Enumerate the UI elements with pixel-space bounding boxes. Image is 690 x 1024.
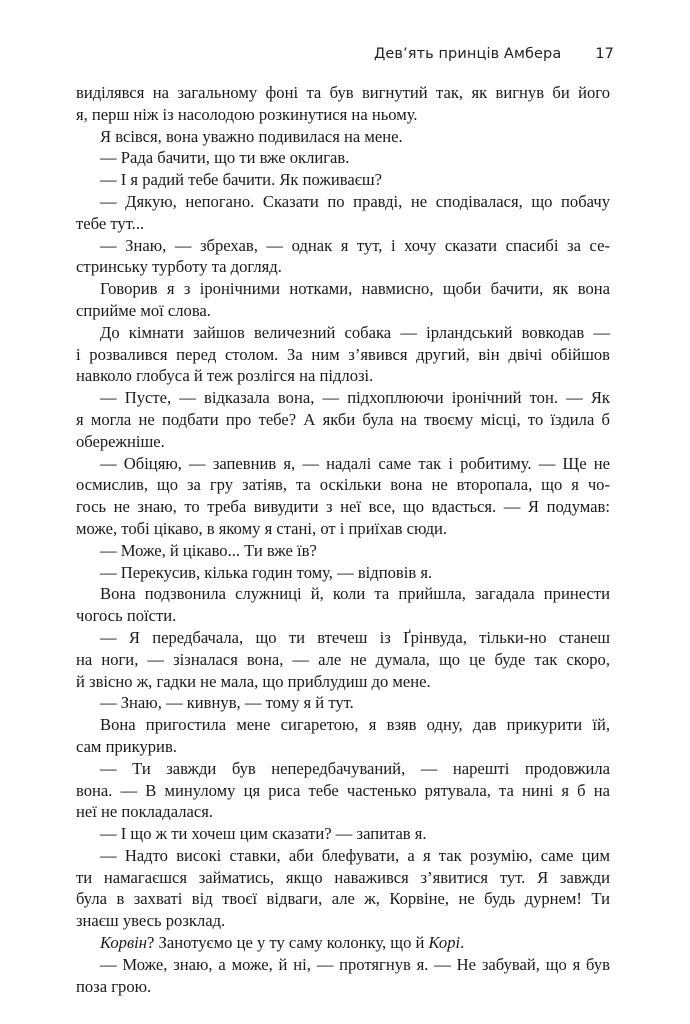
text-line: — І що ж ти хочеш цим сказати? — запитав я. (100, 824, 427, 844)
text-line: виділявся на загальному фоні та був вигнутий так, як вигнув би його (76, 83, 610, 102)
text-line: Вона пригостила мене сигаретою, я взяв одну, дав прикурити їй, (100, 715, 610, 735)
text-line: сам прикурив. (76, 736, 177, 756)
text-line: — І я радий тебе бачити. Як поживаєш? (100, 170, 382, 190)
book-title: Дев’ять принців Амбера (373, 46, 562, 62)
text-line: чогось поїсти. (76, 606, 177, 626)
text-line: неї не покладалася. (76, 802, 214, 822)
text-line: До кімнати зайшов величезний собака — ірландський вовкодав — (100, 322, 610, 342)
text-line: я могла не подбати про тебе? А якби була на твоєму місці, то їздила б (76, 409, 610, 429)
body-text (76, 82, 610, 997)
text-line: — Знаю, — кивнув, — тому я й тут. (100, 693, 354, 713)
italic-name: Корвін (100, 933, 148, 953)
text-line: Я всівся, вона уважно подивилася на мене. (100, 126, 403, 146)
text-line: Говорив я з іронічними нотками, навмисно, щоби бачити, як вона (100, 279, 610, 299)
text-line: гось не знаю, то треба вивудити з неї все, що вдасться. — Я подумав: (76, 497, 610, 517)
text-line: осмислив, що за гру затіяв, та оскільки вона не второпала, що я чо- (76, 475, 610, 495)
text-line: — Може, знаю, а може, й ні, — протягнув я. — Не забувай, що я був (100, 954, 610, 974)
text-line: — Дякую, непогано. Сказати по правді, не сподівалася, що побачу (100, 191, 610, 211)
text-line: поза грою. (76, 976, 152, 996)
text-line: може, тобі цікаво, в якому я стані, от і приїхав сюди. (76, 518, 448, 538)
text-line: стринську турботу та догляд. (76, 257, 282, 277)
text-line: ти намагаєшся займатись, якщо наважився з’явитися тут. Я завжди (76, 867, 610, 887)
text-line: знаєш увесь розклад. (76, 911, 226, 931)
text-line: тебе тут... (76, 213, 145, 233)
text-fragment: ? Занотуємо це у ту саму колонку, що й (147, 933, 429, 953)
italic-name: Корі (428, 933, 461, 953)
text-line: я, перш ніж із насолодою розкинутися на ньому. (76, 104, 418, 124)
text-line: була в захваті від твоєї відваги, але ж, Корвіне, не будь дурнем! Ти (76, 889, 610, 909)
text-line: — Знаю, — збрехав, — однак я тут, і хочу сказати спасибі за се- (100, 235, 610, 255)
text-line: — Ти завжди був непередбачуваний, — нарешті продовжила (100, 758, 610, 778)
text-line: Вона подзвонила служниці й, коли та прийшла, загадала принести (100, 584, 610, 604)
text-line: — Пусте, — відказала вона, — підхоплюючи іронічний тон. — Як (100, 388, 610, 408)
running-head (374, 46, 614, 62)
text-line: — Обіцяю, — запевнив я, — надалі саме так і робитиму. — Ще не (100, 453, 610, 473)
text-line: сприйме мої слова. (76, 300, 211, 320)
text-line-italic-names (76, 932, 610, 954)
text-line: і розвалився перед столом. За ним з’явився другий, він двічі обійшов (76, 344, 610, 364)
text-line: вона. — В минулому ця риса тебе частенько рятувала, та нині я б на (76, 780, 610, 800)
page-number: 17 (595, 46, 614, 62)
text-line: й звісно ж, гадки не мала, що приблудиш до мене. (76, 671, 431, 691)
text-line: — Я передбачала, що ти втечеш із Ґрінвуда, тільки-но станеш (100, 627, 610, 647)
text-fragment: . (460, 933, 465, 953)
text-line: — Може, й цікаво... Ти вже їв? (100, 540, 317, 560)
text-line: — Рада бачити, що ти вже оклигав. (100, 148, 350, 168)
text-line: — Надто високі ставки, аби блефувати, а я так розумію, саме цим (100, 845, 610, 865)
text-line: на ноги, — зізналася вона, — але не думала, що це буде так скоро, (76, 649, 610, 669)
text-line: обережніше. (76, 431, 165, 451)
text-line: навколо глобуса й теж розлігся на підлозі. (76, 366, 374, 386)
text-line: — Перекусив, кілька годин тому, — відповів я. (100, 562, 433, 582)
